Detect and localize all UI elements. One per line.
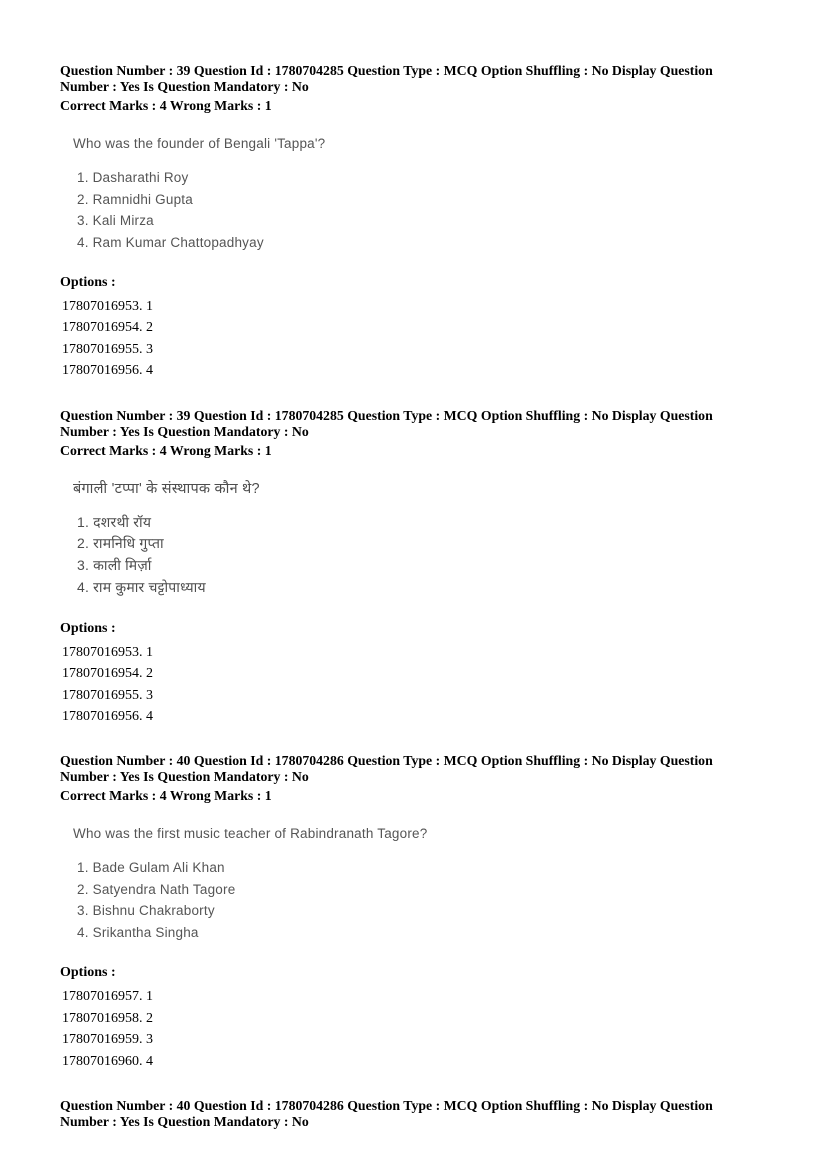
question-image [73, 135, 746, 253]
question-block-39-english [60, 63, 746, 382]
marks-line: Correct Marks : 4 Wrong Marks : 1 [60, 98, 272, 113]
marks-line: Correct Marks : 4 Wrong Marks : 1 [60, 442, 272, 458]
option-id-row: 17807016959. 3 [62, 1032, 153, 1048]
option-id-row: 17807016954. 2 [62, 320, 153, 336]
question-meta: Question Number : 40 Question Id : 1780704286 Question Type : MCQ Option Shuffling : No Display Question Number : Yes Is Question Mandatory : No [60, 1098, 713, 1130]
choice-item: 4. राम कुमार चट्टोपाध्याय [77, 579, 206, 596]
choice-item: 2. Ramnidhi Gupta [77, 191, 193, 207]
choice-item: 2. Satyendra Nath Tagore [77, 881, 236, 897]
marks-line: Correct Marks : 4 Wrong Marks : 1 [60, 788, 272, 804]
question-block-40-hindi-partial [60, 1098, 746, 1130]
option-id-row: 17807016960. 4 [62, 1053, 153, 1069]
option-id-row: 17807016957. 1 [62, 989, 153, 1005]
question-text: Who was the founder of Bengali 'Tappa'? [73, 136, 326, 151]
question-meta: Question Number : 39 Question Id : 1780704285 Question Type : MCQ Option Shuffling : No Display Question Number : Yes Is Question Mandatory : No [60, 63, 713, 94]
choice-item: 2. रामनिधि गुप्ता [77, 535, 164, 552]
option-id-row: 17807016956. 4 [62, 363, 153, 379]
option-id-row: 17807016958. 2 [62, 1010, 153, 1026]
question-text: Who was the first music teacher of Rabindranath Tagore? [73, 826, 428, 842]
question-meta: Question Number : 39 Question Id : 1780704285 Question Type : MCQ Option Shuffling : No Display Question Number : Yes Is Question Mandatory : No [60, 407, 713, 439]
question-image [73, 825, 746, 943]
option-id-row: 17807016954. 2 [62, 666, 153, 682]
option-id-row: 17807016956. 4 [62, 709, 153, 725]
choice-item: 1. दशरथी रॉय [77, 513, 152, 530]
question-block-39-hindi [60, 408, 746, 728]
options-label: Options : [60, 620, 116, 636]
choice-list [73, 857, 746, 943]
option-id-row: 17807016953. 1 [62, 299, 153, 314]
choice-item: 1. Dasharathi Roy [77, 170, 189, 185]
choice-item: 1. Bade Gulam Ali Khan [77, 860, 225, 876]
option-id-row: 17807016955. 3 [62, 687, 153, 703]
choice-item: 4. Srikantha Singha [77, 924, 199, 940]
question-image [73, 480, 746, 599]
choice-item: 3. काली मिर्ज़ा [77, 557, 152, 574]
option-id-list [62, 986, 746, 1072]
question-block-40-english [60, 753, 746, 1072]
choice-list [73, 167, 746, 253]
question-meta: Question Number : 40 Question Id : 1780704286 Question Type : MCQ Option Shuffling : No Display Question Number : Yes Is Question Mandatory : No [60, 753, 713, 785]
choice-item: 3. Kali Mirza [77, 213, 154, 228]
options-label: Options : [60, 965, 116, 981]
option-id-list [62, 642, 746, 728]
choice-list [73, 512, 746, 599]
option-id-list [62, 296, 746, 382]
option-id-row: 17807016955. 3 [62, 341, 153, 357]
choice-item: 3. Bishnu Chakraborty [77, 903, 215, 919]
options-label: Options : [60, 275, 116, 290]
choice-item: 4. Ram Kumar Chattopadhyay [77, 234, 264, 250]
option-id-row: 17807016953. 1 [62, 644, 153, 660]
question-text: बंगाली 'टप्पा' के संस्थापक कौन थे? [73, 480, 260, 497]
